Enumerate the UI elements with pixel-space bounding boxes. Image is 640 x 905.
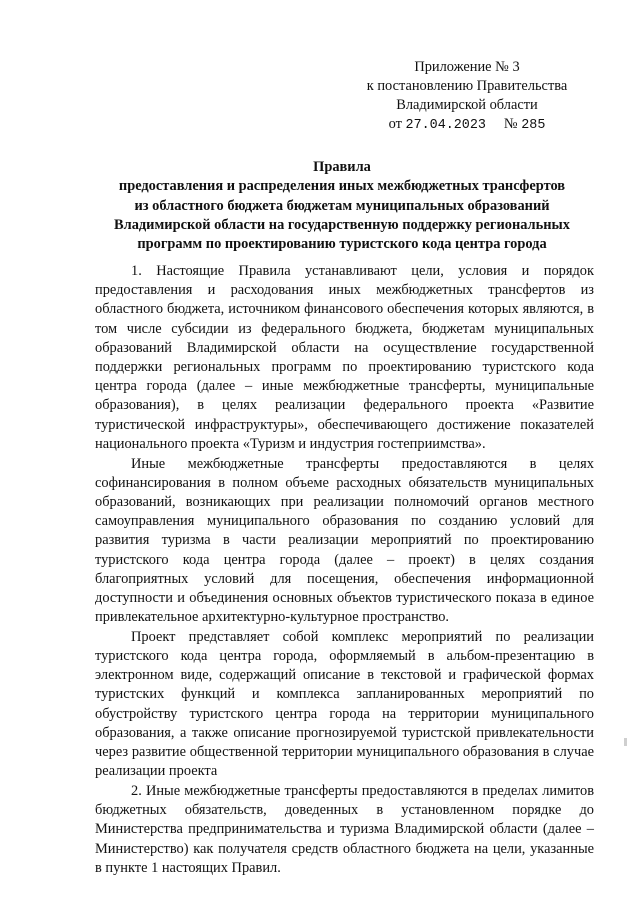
document-number: 285 xyxy=(521,118,546,133)
title-line-4: Владимирской области на государственную поддержку региональных xyxy=(114,216,570,233)
document-body xyxy=(95,262,594,878)
title-line-2: предоставления и распределения иных межбюджетных трансфертов xyxy=(118,178,566,195)
paragraph-1: 1. Настоящие Правила устанавливают цели, условия и порядок предоставления и расходования иных межбюджетных трансфертов из областного бюджета, источником финансового обеспечения которых являются, в том числе субсидии из федерального бюджета, бюджетам муниципальных образований Владимирской области на осуществление государственной поддержки региональных программ по проектированию туристского кода центра города (далее – иные межбюджетные трансферты, муниципальные образования), в целях реализации федерального проекта «Развитие туристической инфраструктуры», обеспечивающего достижение показателей национального проекта «Туризм и индустрия гостеприимства». xyxy=(95,263,594,452)
document-title xyxy=(92,158,592,254)
appendix-resolution-line: к постановлению Правительства xyxy=(366,78,568,94)
appendix-number: Приложение № 3 xyxy=(414,59,520,75)
appendix-date-line xyxy=(352,115,582,135)
scan-artifact xyxy=(624,738,627,746)
appendix-header xyxy=(352,58,582,135)
title-line-5: программ по проектированию туристского кода центра города xyxy=(137,236,547,253)
title-line-3: из областного бюджета бюджетам муниципальных образований xyxy=(134,197,550,214)
title-line-1: Правила xyxy=(313,159,371,175)
document-date: 27.04.2023 xyxy=(405,118,486,133)
appendix-region-line: Владимирской области xyxy=(396,97,538,113)
paragraph-4: 2. Иные межбюджетные трансферты предоставляются в пределах лимитов бюджетных обязательств, доведенных в установленном порядке до Министерства предпринимательства и туризма Владимирской области (далее – Министерство) как получателя средств областного бюджета на цели, указанные в пункте 1 настоящих Правил. xyxy=(95,782,594,876)
date-prefix: от xyxy=(388,116,402,132)
paragraph-2: Иные межбюджетные трансферты предоставляются в целях софинансирования в полном объеме расходных обязательств муниципальных образований, возникающих при реализации полномочий органов местного самоуправления муниципального образования по созданию условий для развития туризма в части реализации мероприятий по проектированию туристского кода центра города (далее – проект) в целях создания благоприятных условий для посещения, обеспечения информационной доступности и объединения основных объектов туристического показа в единое привлекательное архитектурно-культурное пространство. xyxy=(95,455,594,626)
paragraph-3: Проект представляет собой комплекс мероприятий по реализации туристского кода центра города, оформляемый в альбом-презентацию в электронном виде, содержащий описание в текстовой и графической формах туристских функций и комплекса запланированных мероприятий по обустройству туристского центра города на территории муниципального образования, а также описание прогнозируемой туристской привлекательности через развитие общественной территории муниципального образования в случае реализации проекта xyxy=(95,628,594,780)
number-sign: № xyxy=(503,116,518,132)
